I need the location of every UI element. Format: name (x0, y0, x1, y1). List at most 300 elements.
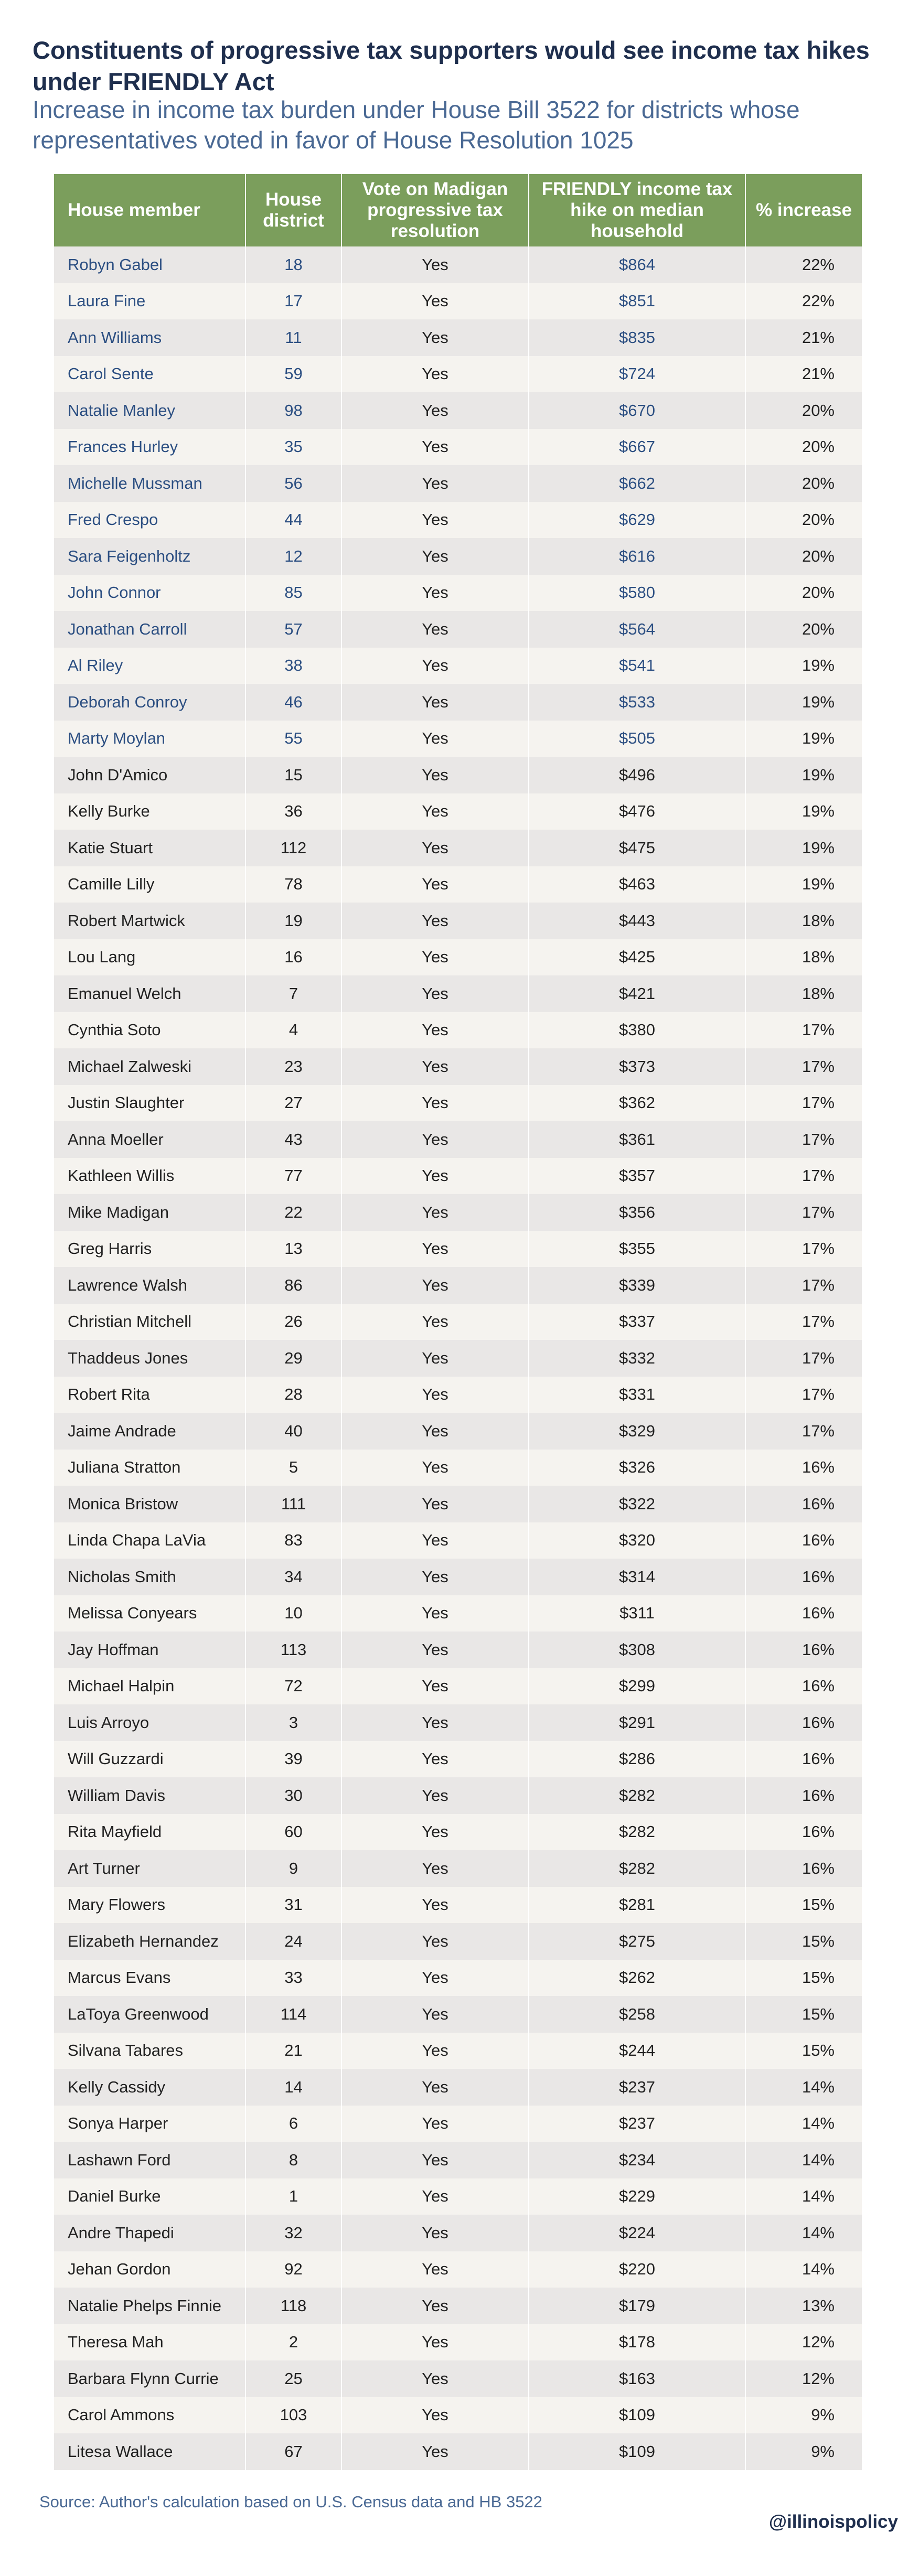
district-cell: 14 (245, 2069, 341, 2106)
member-cell: Thaddeus Jones (54, 1340, 245, 1377)
member-cell: Barbara Flynn Currie (54, 2360, 245, 2397)
tax-hike-cell: $475 (529, 830, 745, 866)
tax-hike-cell: $496 (529, 757, 745, 793)
member-cell: Monica Bristow (54, 1486, 245, 1522)
member-cell: Deborah Conroy (54, 684, 245, 721)
percent-cell: 14% (745, 2069, 862, 2106)
tax-hike-cell: $314 (529, 1559, 745, 1595)
table-row (54, 757, 862, 793)
percent-cell: 16% (745, 1632, 862, 1668)
table-row (54, 1231, 862, 1268)
percent-cell: 17% (745, 1085, 862, 1122)
member-cell: Jay Hoffman (54, 1632, 245, 1668)
percent-cell: 17% (745, 1121, 862, 1158)
member-cell: Michael Halpin (54, 1668, 245, 1705)
percent-cell: 19% (745, 830, 862, 866)
tax-hike-cell: $258 (529, 1996, 745, 2033)
district-cell: 22 (245, 1194, 341, 1231)
vote-cell: Yes (341, 2142, 529, 2178)
table-row (54, 2433, 862, 2470)
percent-cell: 19% (745, 793, 862, 830)
percent-cell: 20% (745, 575, 862, 611)
tax-hike-cell: $357 (529, 1158, 745, 1195)
member-cell: Litesa Wallace (54, 2433, 245, 2470)
tax-hike-cell: $356 (529, 1194, 745, 1231)
vote-cell: Yes (341, 830, 529, 866)
district-cell: 24 (245, 1923, 341, 1960)
table-row (54, 1595, 862, 1632)
percent-cell: 20% (745, 611, 862, 648)
vote-cell: Yes (341, 939, 529, 976)
district-cell: 111 (245, 1486, 341, 1522)
percent-cell: 18% (745, 903, 862, 939)
percent-cell: 19% (745, 684, 862, 721)
district-cell: 67 (245, 2433, 341, 2470)
percent-cell: 17% (745, 1267, 862, 1304)
district-cell: 30 (245, 1777, 341, 1814)
vote-cell: Yes (341, 1231, 529, 1268)
member-cell: Theresa Mah (54, 2324, 245, 2361)
member-cell: Christian Mitchell (54, 1304, 245, 1340)
percent-cell: 21% (745, 356, 862, 393)
district-cell: 5 (245, 1450, 341, 1486)
table-row (54, 1450, 862, 1486)
table-row (54, 975, 862, 1012)
tax-hike-cell: $505 (529, 721, 745, 757)
table-row (54, 2142, 862, 2178)
percent-cell: 22% (745, 246, 862, 283)
tax-hike-cell: $629 (529, 502, 745, 539)
percent-cell: 14% (745, 2215, 862, 2251)
vote-cell: Yes (341, 975, 529, 1012)
district-cell: 17 (245, 283, 341, 320)
member-cell: Jaime Andrade (54, 1413, 245, 1450)
table-row (54, 1741, 862, 1778)
table-row (54, 939, 862, 976)
district-cell: 16 (245, 939, 341, 976)
table-row (54, 2360, 862, 2397)
vote-cell: Yes (341, 1304, 529, 1340)
district-cell: 98 (245, 392, 341, 429)
percent-cell: 15% (745, 1960, 862, 1997)
table-row (54, 1960, 862, 1997)
percent-cell: 15% (745, 1996, 862, 2033)
table-row (54, 465, 862, 502)
district-cell: 23 (245, 1048, 341, 1085)
table-row (54, 1304, 862, 1340)
district-cell: 26 (245, 1304, 341, 1340)
social-handle: @illinoispolicy (768, 2511, 898, 2532)
member-cell: Robert Rita (54, 1377, 245, 1413)
vote-cell: Yes (341, 1559, 529, 1595)
table-row (54, 1085, 862, 1122)
district-cell: 6 (245, 2106, 341, 2142)
district-cell: 21 (245, 2033, 341, 2069)
percent-cell: 16% (745, 1559, 862, 1595)
district-cell: 77 (245, 1158, 341, 1195)
district-cell: 7 (245, 975, 341, 1012)
percent-cell: 17% (745, 1194, 862, 1231)
table-row (54, 903, 862, 939)
vote-cell: Yes (341, 246, 529, 283)
table-row (54, 246, 862, 283)
member-cell: John Connor (54, 575, 245, 611)
table-row (54, 1194, 862, 1231)
vote-cell: Yes (341, 757, 529, 793)
percent-cell: 17% (745, 1231, 862, 1268)
member-cell: Justin Slaughter (54, 1085, 245, 1122)
member-cell: Fred Crespo (54, 502, 245, 539)
table-row (54, 2251, 862, 2288)
tax-hike-cell: $275 (529, 1923, 745, 1960)
district-cell: 4 (245, 1012, 341, 1049)
tax-hike-cell: $291 (529, 1704, 745, 1741)
table-row (54, 648, 862, 684)
member-cell: Sonya Harper (54, 2106, 245, 2142)
vote-cell: Yes (341, 2433, 529, 2470)
district-cell: 18 (245, 246, 341, 283)
vote-cell: Yes (341, 1632, 529, 1668)
tax-hike-cell: $463 (529, 866, 745, 903)
member-cell: Natalie Manley (54, 392, 245, 429)
member-cell: Will Guzzardi (54, 1741, 245, 1778)
percent-cell: 17% (745, 1413, 862, 1450)
tax-hike-cell: $281 (529, 1887, 745, 1924)
percent-cell: 19% (745, 648, 862, 684)
vote-cell: Yes (341, 1960, 529, 1997)
district-cell: 3 (245, 1704, 341, 1741)
member-cell: Marcus Evans (54, 1960, 245, 1997)
member-cell: LaToya Greenwood (54, 1996, 245, 2033)
district-cell: 29 (245, 1340, 341, 1377)
vote-cell: Yes (341, 611, 529, 648)
vote-cell: Yes (341, 283, 529, 320)
table-row (54, 2178, 862, 2215)
member-cell: Daniel Burke (54, 2178, 245, 2215)
tax-hike-cell: $332 (529, 1340, 745, 1377)
tax-hike-cell: $443 (529, 903, 745, 939)
tax-hike-cell: $667 (529, 429, 745, 466)
percent-cell: 15% (745, 1887, 862, 1924)
table-row (54, 1850, 862, 1887)
district-cell: 33 (245, 1960, 341, 1997)
tax-hike-cell: $308 (529, 1632, 745, 1668)
table-row (54, 611, 862, 648)
tax-hike-cell: $286 (529, 1741, 745, 1778)
percent-cell: 22% (745, 283, 862, 320)
district-cell: 103 (245, 2397, 341, 2434)
tax-hike-cell: $299 (529, 1668, 745, 1705)
member-cell: Carol Sente (54, 356, 245, 393)
percent-cell: 14% (745, 2178, 862, 2215)
district-cell: 43 (245, 1121, 341, 1158)
vote-cell: Yes (341, 1486, 529, 1522)
member-cell: Robert Martwick (54, 903, 245, 939)
table-row (54, 575, 862, 611)
member-cell: Silvana Tabares (54, 2033, 245, 2069)
table-row (54, 830, 862, 866)
tax-hike-cell: $322 (529, 1486, 745, 1522)
tax-hike-cell: $109 (529, 2433, 745, 2470)
tax-hike-cell: $237 (529, 2106, 745, 2142)
percent-cell: 20% (745, 392, 862, 429)
header-row (54, 174, 862, 246)
district-cell: 15 (245, 757, 341, 793)
vote-cell: Yes (341, 2288, 529, 2324)
vote-cell: Yes (341, 1522, 529, 1559)
district-cell: 112 (245, 830, 341, 866)
tax-hike-cell: $425 (529, 939, 745, 976)
district-cell: 38 (245, 648, 341, 684)
vote-cell: Yes (341, 1121, 529, 1158)
chart-title: Constituents of progressive tax supporters would see income tax hikes under FRIENDLY Act (33, 36, 870, 95)
percent-cell: 16% (745, 1850, 862, 1887)
member-cell: Lashawn Ford (54, 2142, 245, 2178)
percent-cell: 15% (745, 1923, 862, 1960)
table-row (54, 1996, 862, 2033)
column-header-tax-hike: FRIENDLY income tax hike on median household (529, 174, 745, 246)
tax-hike-cell: $326 (529, 1450, 745, 1486)
tax-hike-cell: $282 (529, 1850, 745, 1887)
member-cell: Juliana Stratton (54, 1450, 245, 1486)
district-cell: 113 (245, 1632, 341, 1668)
column-header-member: House member (54, 174, 245, 246)
district-cell: 27 (245, 1085, 341, 1122)
table-row (54, 1522, 862, 1559)
district-cell: 35 (245, 429, 341, 466)
table-row (54, 1486, 862, 1522)
table-row (54, 2215, 862, 2251)
percent-cell: 14% (745, 2142, 862, 2178)
table-row (54, 538, 862, 575)
district-cell: 25 (245, 2360, 341, 2397)
column-header-percent: % increase (745, 174, 862, 246)
tax-hike-cell: $564 (529, 611, 745, 648)
table-row (54, 1158, 862, 1195)
tax-hike-cell: $163 (529, 2360, 745, 2397)
percent-cell: 16% (745, 1814, 862, 1851)
member-cell: Andre Thapedi (54, 2215, 245, 2251)
percent-cell: 16% (745, 1450, 862, 1486)
table-row (54, 1012, 862, 1049)
tax-hike-cell: $616 (529, 538, 745, 575)
member-cell: Frances Hurley (54, 429, 245, 466)
member-cell: Kelly Burke (54, 793, 245, 830)
member-cell: Katie Stuart (54, 830, 245, 866)
tax-hike-cell: $224 (529, 2215, 745, 2251)
tax-hike-cell: $109 (529, 2397, 745, 2434)
table-row (54, 1121, 862, 1158)
member-cell: Melissa Conyears (54, 1595, 245, 1632)
table-row (54, 684, 862, 721)
percent-cell: 14% (745, 2251, 862, 2288)
member-cell: Al Riley (54, 648, 245, 684)
tax-hike-cell: $234 (529, 2142, 745, 2178)
tax-hike-cell: $541 (529, 648, 745, 684)
column-header-vote: Vote on Madigan progressive tax resolution (341, 174, 529, 246)
percent-cell: 14% (745, 2106, 862, 2142)
vote-cell: Yes (341, 2324, 529, 2361)
member-cell: Jehan Gordon (54, 2251, 245, 2288)
district-cell: 32 (245, 2215, 341, 2251)
table-row (54, 2288, 862, 2324)
percent-cell: 17% (745, 1304, 862, 1340)
member-cell: Lawrence Walsh (54, 1267, 245, 1304)
district-cell: 2 (245, 2324, 341, 2361)
vote-cell: Yes (341, 684, 529, 721)
percent-cell: 19% (745, 757, 862, 793)
tax-hike-cell: $476 (529, 793, 745, 830)
vote-cell: Yes (341, 1085, 529, 1122)
table-row (54, 392, 862, 429)
tax-hike-cell: $361 (529, 1121, 745, 1158)
tax-hike-cell: $864 (529, 246, 745, 283)
percent-cell: 19% (745, 721, 862, 757)
table-row (54, 429, 862, 466)
member-cell: Art Turner (54, 1850, 245, 1887)
district-cell: 60 (245, 1814, 341, 1851)
vote-cell: Yes (341, 2397, 529, 2434)
district-cell: 36 (245, 793, 341, 830)
member-cell: Rita Mayfield (54, 1814, 245, 1851)
percent-cell: 19% (745, 866, 862, 903)
tax-hike-cell: $331 (529, 1377, 745, 1413)
percent-cell: 12% (745, 2360, 862, 2397)
percent-cell: 16% (745, 1777, 862, 1814)
percent-cell: 16% (745, 1668, 862, 1705)
vote-cell: Yes (341, 648, 529, 684)
district-cell: 83 (245, 1522, 341, 1559)
percent-cell: 12% (745, 2324, 862, 2361)
district-cell: 9 (245, 1850, 341, 1887)
tax-hike-cell: $662 (529, 465, 745, 502)
table-row (54, 356, 862, 393)
member-cell: Elizabeth Hernandez (54, 1923, 245, 1960)
table-row (54, 2069, 862, 2106)
vote-cell: Yes (341, 1048, 529, 1085)
table-row (54, 866, 862, 903)
table-row (54, 2324, 862, 2361)
district-cell: 39 (245, 1741, 341, 1778)
table-row (54, 1777, 862, 1814)
member-cell: Jonathan Carroll (54, 611, 245, 648)
member-cell: Camille Lilly (54, 866, 245, 903)
tax-hike-cell: $670 (529, 392, 745, 429)
table-row (54, 2033, 862, 2069)
vote-cell: Yes (341, 2215, 529, 2251)
vote-cell: Yes (341, 1012, 529, 1049)
member-cell: Kelly Cassidy (54, 2069, 245, 2106)
district-cell: 86 (245, 1267, 341, 1304)
vote-cell: Yes (341, 1450, 529, 1486)
percent-cell: 18% (745, 975, 862, 1012)
member-cell: Cynthia Soto (54, 1012, 245, 1049)
table-row (54, 1413, 862, 1450)
vote-cell: Yes (341, 1340, 529, 1377)
vote-cell: Yes (341, 1704, 529, 1741)
district-cell: 31 (245, 1887, 341, 1924)
member-cell: Robyn Gabel (54, 246, 245, 283)
tax-hike-cell: $229 (529, 2178, 745, 2215)
chart-subtitle: Increase in income tax burden under House Bill 3522 for districts whose representatives voted in favor of House Resolution 1025 (33, 96, 800, 154)
member-cell: Marty Moylan (54, 721, 245, 757)
district-cell: 12 (245, 538, 341, 575)
vote-cell: Yes (341, 1194, 529, 1231)
vote-cell: Yes (341, 866, 529, 903)
tax-hike-cell: $724 (529, 356, 745, 393)
vote-cell: Yes (341, 356, 529, 393)
percent-cell: 9% (745, 2433, 862, 2470)
member-cell: Luis Arroyo (54, 1704, 245, 1741)
vote-cell: Yes (341, 1996, 529, 2033)
district-cell: 85 (245, 575, 341, 611)
table-row (54, 2106, 862, 2142)
percent-cell: 20% (745, 465, 862, 502)
district-cell: 10 (245, 1595, 341, 1632)
tax-hike-cell: $311 (529, 1595, 745, 1632)
table-row (54, 1048, 862, 1085)
vote-cell: Yes (341, 1814, 529, 1851)
member-cell: Michelle Mussman (54, 465, 245, 502)
vote-cell: Yes (341, 1413, 529, 1450)
table-row (54, 793, 862, 830)
member-cell: Michael Zalweski (54, 1048, 245, 1085)
vote-cell: Yes (341, 2033, 529, 2069)
table-row (54, 1923, 862, 1960)
vote-cell: Yes (341, 2069, 529, 2106)
member-cell: Lou Lang (54, 939, 245, 976)
vote-cell: Yes (341, 2106, 529, 2142)
member-cell: Emanuel Welch (54, 975, 245, 1012)
column-header-district: House district (245, 174, 341, 246)
district-cell: 11 (245, 319, 341, 356)
member-cell: Anna Moeller (54, 1121, 245, 1158)
district-cell: 118 (245, 2288, 341, 2324)
percent-cell: 17% (745, 1048, 862, 1085)
district-cell: 59 (245, 356, 341, 393)
vote-cell: Yes (341, 319, 529, 356)
member-cell: Nicholas Smith (54, 1559, 245, 1595)
vote-cell: Yes (341, 538, 529, 575)
table-row (54, 1668, 862, 1705)
district-cell: 78 (245, 866, 341, 903)
vote-cell: Yes (341, 2178, 529, 2215)
vote-cell: Yes (341, 1595, 529, 1632)
table-row (54, 1267, 862, 1304)
vote-cell: Yes (341, 1158, 529, 1195)
district-cell: 8 (245, 2142, 341, 2178)
table-row (54, 1632, 862, 1668)
vote-cell: Yes (341, 429, 529, 466)
district-cell: 57 (245, 611, 341, 648)
table-row (54, 1377, 862, 1413)
member-cell: Mike Madigan (54, 1194, 245, 1231)
district-cell: 72 (245, 1668, 341, 1705)
district-cell: 19 (245, 903, 341, 939)
district-cell: 28 (245, 1377, 341, 1413)
vote-cell: Yes (341, 1741, 529, 1778)
district-cell: 92 (245, 2251, 341, 2288)
source-note: Source: Author's calculation based on U.S. Census data and HB 3522 (39, 2493, 542, 2511)
member-cell: Greg Harris (54, 1231, 245, 1268)
vote-cell: Yes (341, 392, 529, 429)
tax-hike-cell: $320 (529, 1522, 745, 1559)
tax-hike-cell: $339 (529, 1267, 745, 1304)
table-row (54, 1887, 862, 1924)
percent-cell: 20% (745, 429, 862, 466)
tax-hike-cell: $373 (529, 1048, 745, 1085)
district-cell: 1 (245, 2178, 341, 2215)
